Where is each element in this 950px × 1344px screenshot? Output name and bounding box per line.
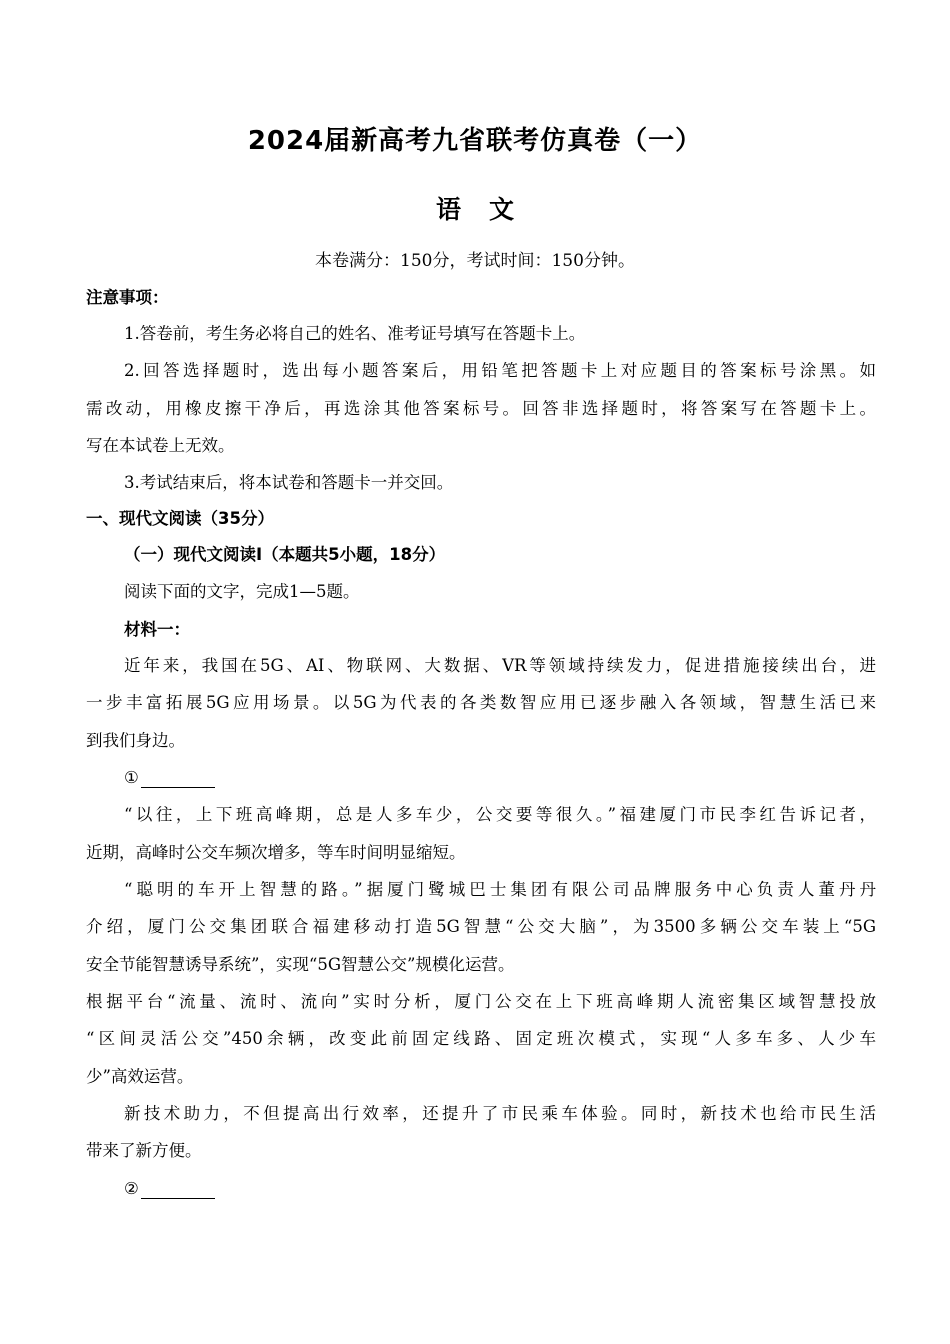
passage-p2-line-2: 近期，高峰时公交车频次增多，等车时间明显缩短。 <box>86 843 466 862</box>
note-line-3: 需改动，用橡皮擦干净后，再选涂其他答案标号。回答非选择题时，将答案写在答题卡上。 <box>86 399 876 418</box>
passage-p5-line-2: 带来了新方便。 <box>86 1141 202 1160</box>
passage-p2-line-1: “以往，上下班高峰期，总是人多车少，公交要等很久。”福建厦门市民李红告诉记者， <box>124 805 876 824</box>
passage-p1-line-1: 近年来，我国在5G、AI、物联网、大数据、VR等领域持续发力，促进措施接续出台，进 <box>124 656 876 675</box>
passage-p3-line-3: 安全节能智慧诱导系统”，实现“5G智慧公交”规模化运营。 <box>86 955 515 974</box>
subsection-heading: （一）现代文阅读I（本题共5小题，18分） <box>124 545 446 564</box>
exam-title: 2024届新高考九省联考仿真卷（一） <box>247 126 703 156</box>
reading-instruction: 阅读下面的文字，完成1—5题。 <box>124 582 360 601</box>
material-label: 材料一： <box>124 620 190 639</box>
passage-p3-line-2: 介绍，厦门公交集团联合福建移动打造5G智慧“公交大脑”，为3500多辆公交车装上“5G <box>86 917 876 936</box>
notes-heading: 注意事项： <box>86 288 169 307</box>
section-heading: 一、现代文阅读（35分） <box>86 509 274 528</box>
note-line-1: 1.答卷前，考生务必将自己的姓名、准考证号填写在答题卡上。 <box>124 324 586 343</box>
passage-p4-line-2: “区间灵活公交”450余辆，改变此前固定线路、固定班次模式，实现“人多车多、人少车 <box>86 1029 876 1048</box>
blank-1 <box>86 768 876 788</box>
blank-2-underline <box>141 1180 215 1199</box>
passage-p1-line-2: 一步丰富拓展5G应用场景。以5G为代表的各类数智应用已逐步融入各领域，智慧生活已来 <box>86 693 876 712</box>
blank-2-label: ② <box>124 1179 139 1198</box>
passage-p4-line-3: 少”高效运营。 <box>86 1067 194 1086</box>
note-line-4: 写在本试卷上无效。 <box>86 436 235 455</box>
score-info: 本卷满分：150分，考试时间：150分钟。 <box>315 251 635 271</box>
exam-subject: 语文 <box>435 195 542 224</box>
passage-p5-line-1: 新技术助力，不但提高出行效率，还提升了市民乘车体验。同时，新技术也给市民生活 <box>124 1104 876 1123</box>
blank-1-underline <box>141 769 215 788</box>
blank-2 <box>86 1179 876 1199</box>
passage-p4-line-1: 根据平台“流量、流时、流向”实时分析，厦门公交在上下班高峰期人流密集区域智慧投放 <box>86 992 876 1011</box>
note-line-2: 2.回答选择题时，选出每小题答案后，用铅笔把答题卡上对应题目的答案标号涂黑。如 <box>124 361 876 380</box>
passage-p1-line-3: 到我们身边。 <box>86 731 185 750</box>
note-line-5: 3.考试结束后，将本试卷和答题卡一并交回。 <box>124 473 454 492</box>
passage-p3-line-1: “聪明的车开上智慧的路。”据厦门鹭城巴士集团有限公司品牌服务中心负责人董丹丹 <box>124 880 876 899</box>
blank-1-label: ① <box>124 768 139 787</box>
